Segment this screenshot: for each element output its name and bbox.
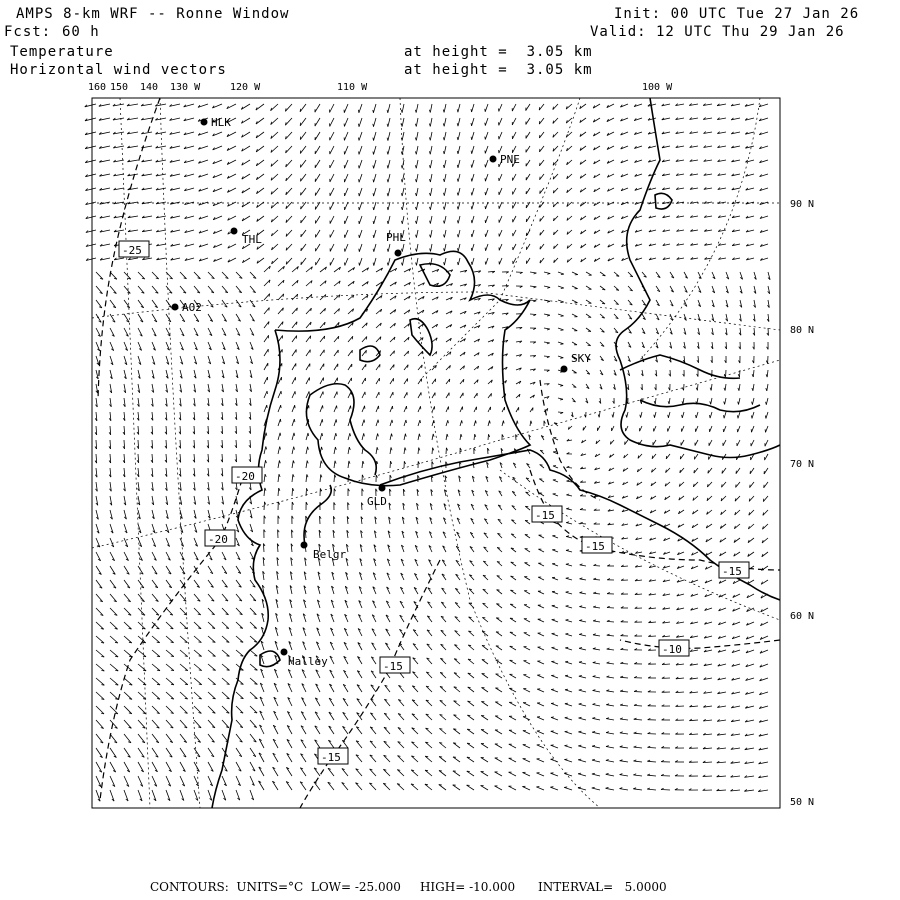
wind-vector-head (453, 743, 456, 744)
wind-vector-head (359, 165, 360, 168)
wind-vector-head (485, 262, 486, 265)
wind-vector-head (364, 420, 365, 423)
wind-vector-head (602, 303, 605, 304)
wind-vector-head (359, 124, 360, 127)
wind-vector-head (269, 322, 270, 325)
contour-label: -10 (662, 643, 682, 656)
wind-vector-head (408, 365, 409, 368)
contour-label: -15 (585, 540, 605, 553)
lon-label: 110 W (337, 82, 368, 93)
wind-vector (740, 370, 741, 377)
wind-vector-head (561, 274, 564, 275)
station-label: SKY (571, 352, 591, 365)
wind-vector-head (540, 177, 541, 180)
wind-vector-head (666, 456, 667, 459)
wind-vector-head (551, 689, 554, 690)
wind-vector-head (310, 336, 311, 339)
wind-vector (661, 790, 670, 791)
wind-vector-head (297, 322, 298, 325)
wind-vector-head (540, 205, 541, 208)
wind-vector-head (708, 470, 709, 473)
wind-vector-head (301, 206, 302, 209)
station-label: PHL (386, 231, 406, 244)
wind-vector-head (468, 701, 471, 702)
wind-vector-head (602, 289, 605, 290)
wind-vector-head (300, 109, 301, 112)
wind-vector-head (491, 393, 492, 396)
wind-vector-head (561, 316, 564, 317)
wind-vector (634, 692, 642, 693)
wind-vector-head (750, 485, 751, 488)
wind-vector-head (359, 207, 360, 210)
station-label: GLD (367, 495, 387, 508)
wind-vector-head (324, 336, 325, 339)
wind-vector-head (378, 420, 379, 423)
station-dot-halley (281, 649, 288, 656)
lon-label: 130 W (170, 82, 201, 93)
wind-vector-head (482, 645, 485, 646)
wind-vector-head (439, 785, 442, 786)
model-title: AMPS 8-km WRF -- Ronne Window (16, 6, 290, 22)
lat-label: 70 N (790, 459, 815, 470)
wind-vector-head (564, 759, 567, 760)
valid-time: Valid: 12 UTC Thu 29 Jan 26 (590, 24, 845, 40)
station-dot-phl (395, 250, 402, 257)
lat-label: 60 N (790, 611, 815, 622)
lat-label: 90 N (790, 199, 815, 210)
station-dot-sky (561, 366, 568, 373)
init-time: Init: 00 UTC Tue 27 Jan 26 (614, 6, 860, 22)
wind-vector-head (552, 647, 555, 648)
forecast-label: Fcst: (4, 24, 52, 40)
wind-vector-head (540, 163, 541, 166)
wind-vector-head (485, 164, 486, 167)
wind-vector (594, 566, 601, 567)
station-label: THL (242, 233, 262, 246)
wind-vector-head (280, 419, 281, 422)
contour-label: -25 (122, 244, 142, 257)
wind-vector-head (453, 729, 456, 730)
wind-vector-head (540, 218, 541, 221)
wind-vector-head (269, 308, 270, 311)
lon-label: 160 (88, 82, 107, 93)
wind-vector-head (560, 344, 563, 345)
wind-vector-head (561, 330, 564, 331)
wind-vector-head (468, 659, 471, 660)
height-wind: at height = 3.05 km (404, 62, 593, 78)
wind-vector-head (485, 137, 486, 140)
wind-vector-head (301, 192, 302, 195)
wind-vector-head (539, 107, 540, 110)
contour-label: -15 (722, 565, 742, 578)
lat-label: 50 N (790, 797, 815, 808)
wind-vector-head (485, 248, 486, 251)
station-label: HLK (211, 116, 231, 129)
wind-vector-head (765, 416, 766, 419)
wind-vector-head (454, 715, 457, 716)
wind-vector-head (482, 617, 485, 618)
station-label: AO2 (182, 301, 202, 314)
wind-vector-head (171, 670, 174, 671)
wind-vector-head (359, 138, 360, 141)
wind-vector-head (227, 670, 230, 671)
wind-vector-head (358, 110, 359, 113)
wind-vector-head (359, 235, 360, 238)
wind-vector-head (540, 232, 541, 235)
wind-vector (264, 502, 265, 510)
lon-label: 100 W (642, 82, 673, 93)
station-dot-thl (231, 228, 238, 235)
wind-vector (390, 461, 391, 468)
wind-vector-head (550, 787, 553, 788)
wind-vector-head (359, 193, 360, 196)
wind-vector-head (540, 465, 543, 466)
height-temperature: at height = 3.05 km (404, 44, 593, 60)
contour-label: -20 (235, 470, 255, 483)
wind-vector-head (301, 248, 302, 251)
forecast-hour: 60 h (62, 24, 100, 40)
wind-vector-head (359, 179, 360, 182)
field-wind-vectors: Horizontal wind vectors (10, 62, 227, 78)
wind-vector-head (763, 499, 764, 502)
wind-vector-head (551, 717, 554, 718)
station-label: Halley (288, 655, 328, 668)
lon-label: 120 W (230, 82, 261, 93)
wind-vector-head (439, 771, 442, 772)
wind-vector-head (115, 670, 118, 671)
wind-vector-head (482, 631, 485, 632)
wind-vector-head (359, 263, 360, 266)
wind-vector-head (485, 206, 486, 209)
wind-vector-head (454, 701, 457, 702)
wind-vector (488, 434, 489, 440)
wind-vector-head (300, 151, 301, 154)
wind-vector-head (565, 731, 568, 732)
wind-vector-head (497, 590, 500, 591)
wind-vector (621, 650, 629, 651)
wind-vector (530, 314, 536, 315)
contour-label: -15 (321, 751, 341, 764)
lon-label: 150 (110, 82, 129, 93)
wind-vector-head (359, 249, 360, 252)
field-temperature: Temperature (10, 44, 114, 60)
wind-vector-head (366, 350, 367, 353)
contour-info-footer: CONTOURS: UNITS=°C LOW= -25.000 HIGH= -10.000 INTERVAL= 5.0000 (150, 880, 667, 894)
wind-vector-head (525, 506, 528, 507)
wind-vector-head (539, 121, 540, 124)
wind-vector-head (694, 470, 695, 473)
lat-label: 80 N (790, 325, 815, 336)
wind-vector (607, 608, 614, 609)
wind-vector-head (564, 787, 567, 788)
wind-vector-head (540, 191, 541, 194)
wind-vector-head (551, 759, 554, 760)
wind-vector-head (736, 485, 737, 488)
wind-vector-head (449, 379, 450, 382)
station-dot-pne (490, 156, 497, 163)
station-dot-belgr (301, 542, 308, 549)
wind-vector-head (565, 703, 568, 704)
station-dot-ao2 (172, 304, 179, 311)
wind-vector-head (539, 135, 540, 138)
station-dot-hlk (201, 119, 208, 126)
wind-vector-head (283, 322, 284, 325)
wind-vector-head (468, 673, 471, 674)
contour-label: -20 (208, 533, 228, 546)
wind-vector-head (511, 548, 514, 549)
wind-vector-head (540, 260, 541, 263)
wind-vector-head (485, 234, 486, 237)
contour-label: -15 (383, 660, 403, 673)
wind-vector-head (322, 419, 323, 422)
map-frame (92, 98, 780, 808)
wind-vector-head (561, 288, 564, 289)
contour-label: -15 (535, 509, 555, 522)
station-dot-gld (379, 485, 386, 492)
wind-vector-head (496, 604, 499, 605)
wind-vector-head (468, 687, 471, 688)
station-label: Belgr (313, 548, 347, 561)
wind-vector-head (439, 757, 442, 758)
wind-vector-head (336, 419, 337, 422)
wind-vector-head (485, 192, 486, 195)
lon-label: 140 (140, 82, 159, 93)
wind-vector-head (485, 123, 486, 126)
station-label: PNE (500, 153, 520, 166)
